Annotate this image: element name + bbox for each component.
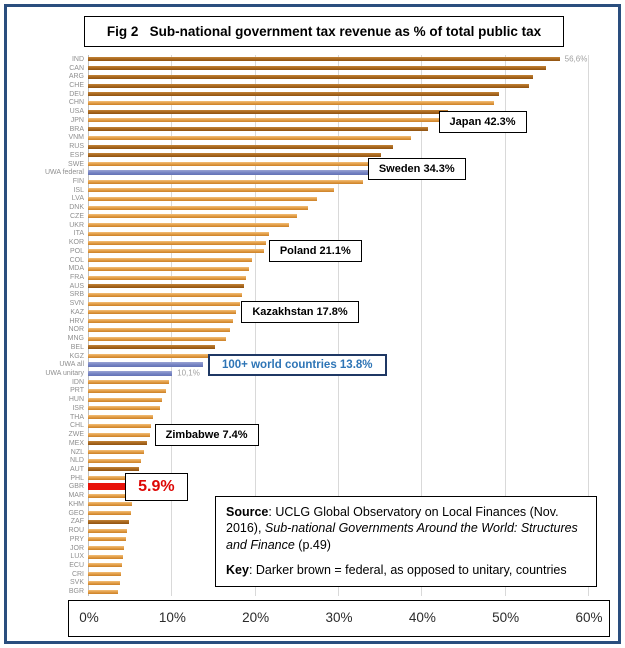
annotation-ZWE: Zimbabwe 7.4% bbox=[155, 424, 259, 446]
annotation-POL: Poland 21.1% bbox=[269, 240, 362, 262]
bar-CHL bbox=[88, 424, 151, 428]
bar-FIN bbox=[88, 180, 363, 184]
country-label-UWA-federal: UWA federal bbox=[44, 169, 84, 177]
annotation-SWE: Sweden 34.3% bbox=[368, 158, 466, 180]
country-label-NLD: NLD bbox=[69, 457, 84, 465]
bar-RUS bbox=[88, 145, 393, 149]
bar-ISL bbox=[88, 188, 334, 192]
country-label-AUS: AUS bbox=[69, 282, 84, 290]
x-tick-label-50: 50% bbox=[492, 610, 520, 625]
country-label-FRA: FRA bbox=[70, 274, 84, 281]
country-label-HRV: HRV bbox=[69, 317, 84, 325]
bar-KOR bbox=[88, 241, 266, 245]
bar-NOR bbox=[88, 328, 230, 332]
country-label-FIN: FIN bbox=[72, 178, 84, 186]
country-label-BRA: BRA bbox=[69, 125, 84, 133]
bar-SVN bbox=[88, 302, 240, 306]
bar-ZAF bbox=[88, 520, 129, 524]
bar-SWE bbox=[88, 162, 374, 166]
annotation-UWA-all: 100+ world countries 13.8% bbox=[208, 354, 387, 376]
x-tick-label-40: 40% bbox=[408, 610, 436, 625]
report-title: Sub-national Governments Around the World: Structures and Finance bbox=[226, 521, 578, 552]
country-label-KOR: KOR bbox=[68, 239, 84, 247]
country-label-CHE: CHE bbox=[69, 82, 84, 90]
bar-THA bbox=[88, 415, 153, 419]
country-label-KGZ: KGZ bbox=[69, 352, 84, 360]
country-label-JPN: JPN bbox=[70, 116, 84, 124]
bar-ROU bbox=[88, 529, 127, 533]
country-label-SWE: SWE bbox=[68, 160, 84, 168]
country-label-HUN: HUN bbox=[68, 396, 84, 404]
country-label-ARG: ARG bbox=[68, 73, 84, 81]
country-label-LUX: LUX bbox=[70, 553, 84, 561]
annotation-UWA-unitary: 10,1% bbox=[177, 368, 200, 378]
country-label-AUT: AUT bbox=[70, 465, 84, 473]
figure-title: Fig 2 Sub-national government tax revenue as % of total public tax bbox=[84, 16, 564, 47]
bar-AUS bbox=[88, 284, 244, 288]
country-label-THA: THA bbox=[70, 413, 84, 421]
bar-AUT bbox=[88, 467, 139, 471]
bar-ISR bbox=[88, 406, 160, 410]
bar-IND bbox=[88, 57, 560, 61]
bar-JOR bbox=[88, 546, 124, 550]
bar-ECU bbox=[88, 563, 122, 567]
bar-KGZ bbox=[88, 354, 208, 358]
country-label-PHL: PHL bbox=[70, 474, 84, 482]
country-label-UKR: UKR bbox=[69, 221, 84, 229]
country-label-GBR: GBR bbox=[68, 483, 84, 491]
bar-FRA bbox=[88, 276, 246, 280]
country-label-SVN: SVN bbox=[69, 300, 84, 308]
bar-BGR bbox=[88, 590, 118, 594]
bar-DEU bbox=[88, 92, 499, 96]
country-label-ECU: ECU bbox=[69, 561, 84, 569]
country-label-MAR: MAR bbox=[68, 492, 84, 500]
country-label-RUS: RUS bbox=[69, 143, 84, 151]
country-label-MEX: MEX bbox=[68, 439, 84, 447]
bar-CRI bbox=[88, 572, 121, 576]
country-label-JOR: JOR bbox=[70, 544, 84, 552]
bar-HRV bbox=[88, 319, 233, 323]
bar-IDN bbox=[88, 380, 169, 384]
country-label-POL: POL bbox=[69, 247, 84, 255]
annotation-JPN: Japan 42.3% bbox=[439, 111, 527, 133]
bar-SRB bbox=[88, 293, 242, 297]
bar-ARG bbox=[88, 75, 533, 79]
country-label-VNM: VNM bbox=[68, 134, 84, 142]
bar-KAZ bbox=[88, 310, 236, 314]
x-tick-label-10: 10% bbox=[158, 610, 186, 625]
bar-GEO bbox=[88, 511, 131, 515]
x-tick-label-30: 30% bbox=[325, 610, 353, 625]
key-label: Key bbox=[226, 562, 249, 577]
bar-UWA-all bbox=[88, 362, 203, 367]
bar-UKR bbox=[88, 223, 289, 227]
bar-NZL bbox=[88, 450, 144, 454]
bar-COL bbox=[88, 258, 252, 262]
annotation-IND: 56,6% bbox=[564, 54, 588, 64]
country-label-ESP: ESP bbox=[69, 151, 84, 159]
country-label-CAN: CAN bbox=[69, 64, 84, 72]
bar-BEL bbox=[88, 345, 215, 349]
country-label-KAZ: KAZ bbox=[70, 308, 84, 316]
bar-JPN bbox=[88, 118, 441, 122]
country-label-COL: COL bbox=[69, 256, 84, 264]
bar-ESP bbox=[88, 153, 381, 157]
bar-UWA-unitary bbox=[88, 371, 172, 376]
country-label-ITA: ITA bbox=[73, 230, 84, 238]
country-label-CRI: CRI bbox=[71, 570, 84, 578]
x-tick-label-20: 20% bbox=[242, 610, 270, 625]
bar-DNK bbox=[88, 206, 308, 210]
annotation-GBR: 5.9% bbox=[125, 473, 187, 501]
bar-MDA bbox=[88, 267, 249, 271]
country-label-USA: USA bbox=[69, 108, 84, 116]
bar-MEX bbox=[88, 441, 147, 445]
country-label-NOR: NOR bbox=[68, 326, 84, 334]
key-line: Key: Darker brown = federal, as opposed to unitary, countries bbox=[226, 562, 567, 577]
country-label-NZL: NZL bbox=[70, 448, 84, 456]
bar-CAN bbox=[88, 66, 546, 70]
country-label-LVA: LVA bbox=[71, 195, 84, 203]
source-line: Source: UCLG Global Observatory on Local Finances (Nov. 2016), Sub-national Governments Around the World: Structures and Finance (p.49) bbox=[226, 505, 578, 552]
country-label-ZWE: ZWE bbox=[68, 431, 84, 439]
bar-PRT bbox=[88, 389, 166, 393]
country-label-DNK: DNK bbox=[69, 204, 84, 212]
country-label-ISR: ISR bbox=[72, 404, 84, 412]
bar-KHM bbox=[88, 502, 132, 506]
country-label-IND: IND bbox=[71, 55, 84, 63]
country-label-MNG: MNG bbox=[67, 335, 84, 343]
bar-SVK bbox=[88, 581, 120, 585]
country-label-KHM: KHM bbox=[68, 500, 84, 508]
country-label-UWA-all: UWA all bbox=[59, 361, 84, 369]
bar-UWA-federal bbox=[88, 170, 376, 175]
bar-VNM bbox=[88, 136, 411, 140]
x-tick-label-0: 0% bbox=[79, 610, 99, 625]
country-label-GEO: GEO bbox=[68, 509, 84, 517]
bar-USA bbox=[88, 110, 448, 114]
bar-ITA bbox=[88, 232, 269, 236]
country-label-SRB: SRB bbox=[69, 291, 84, 299]
country-label-UWA-unitary: UWA unitary bbox=[45, 369, 84, 377]
bar-HUN bbox=[88, 398, 162, 402]
bar-PRY bbox=[88, 537, 126, 541]
bar-ZWE bbox=[88, 433, 150, 437]
bar-MNG bbox=[88, 337, 226, 341]
country-label-ZAF: ZAF bbox=[70, 518, 84, 526]
country-label-ROU: ROU bbox=[68, 527, 84, 535]
annotation-KAZ: Kazakhstan 17.8% bbox=[241, 301, 358, 323]
country-label-SVK: SVK bbox=[69, 579, 84, 587]
bar-LVA bbox=[88, 197, 317, 201]
x-tick-label-60: 60% bbox=[575, 610, 603, 625]
bar-CHE bbox=[88, 84, 529, 88]
country-label-ISL: ISL bbox=[73, 186, 84, 194]
country-label-PRT: PRT bbox=[70, 387, 84, 395]
source-box bbox=[215, 496, 597, 587]
country-label-BEL: BEL bbox=[70, 343, 84, 351]
country-label-CHL: CHL bbox=[69, 422, 84, 430]
bar-NLD bbox=[88, 459, 141, 463]
source-label: Source bbox=[226, 505, 269, 519]
country-label-CZE: CZE bbox=[70, 212, 84, 220]
country-label-IDN: IDN bbox=[71, 378, 84, 386]
x-axis bbox=[68, 600, 610, 637]
country-label-BGR: BGR bbox=[68, 588, 84, 596]
bar-BRA bbox=[88, 127, 428, 131]
bar-CZE bbox=[88, 214, 297, 218]
bar-POL bbox=[88, 249, 264, 253]
bar-CHN bbox=[88, 101, 494, 105]
country-label-MDA: MDA bbox=[68, 265, 84, 273]
country-label-DEU: DEU bbox=[69, 90, 84, 98]
country-label-CHN: CHN bbox=[68, 99, 84, 107]
country-label-PRY: PRY bbox=[69, 535, 84, 543]
bar-LUX bbox=[88, 555, 123, 559]
